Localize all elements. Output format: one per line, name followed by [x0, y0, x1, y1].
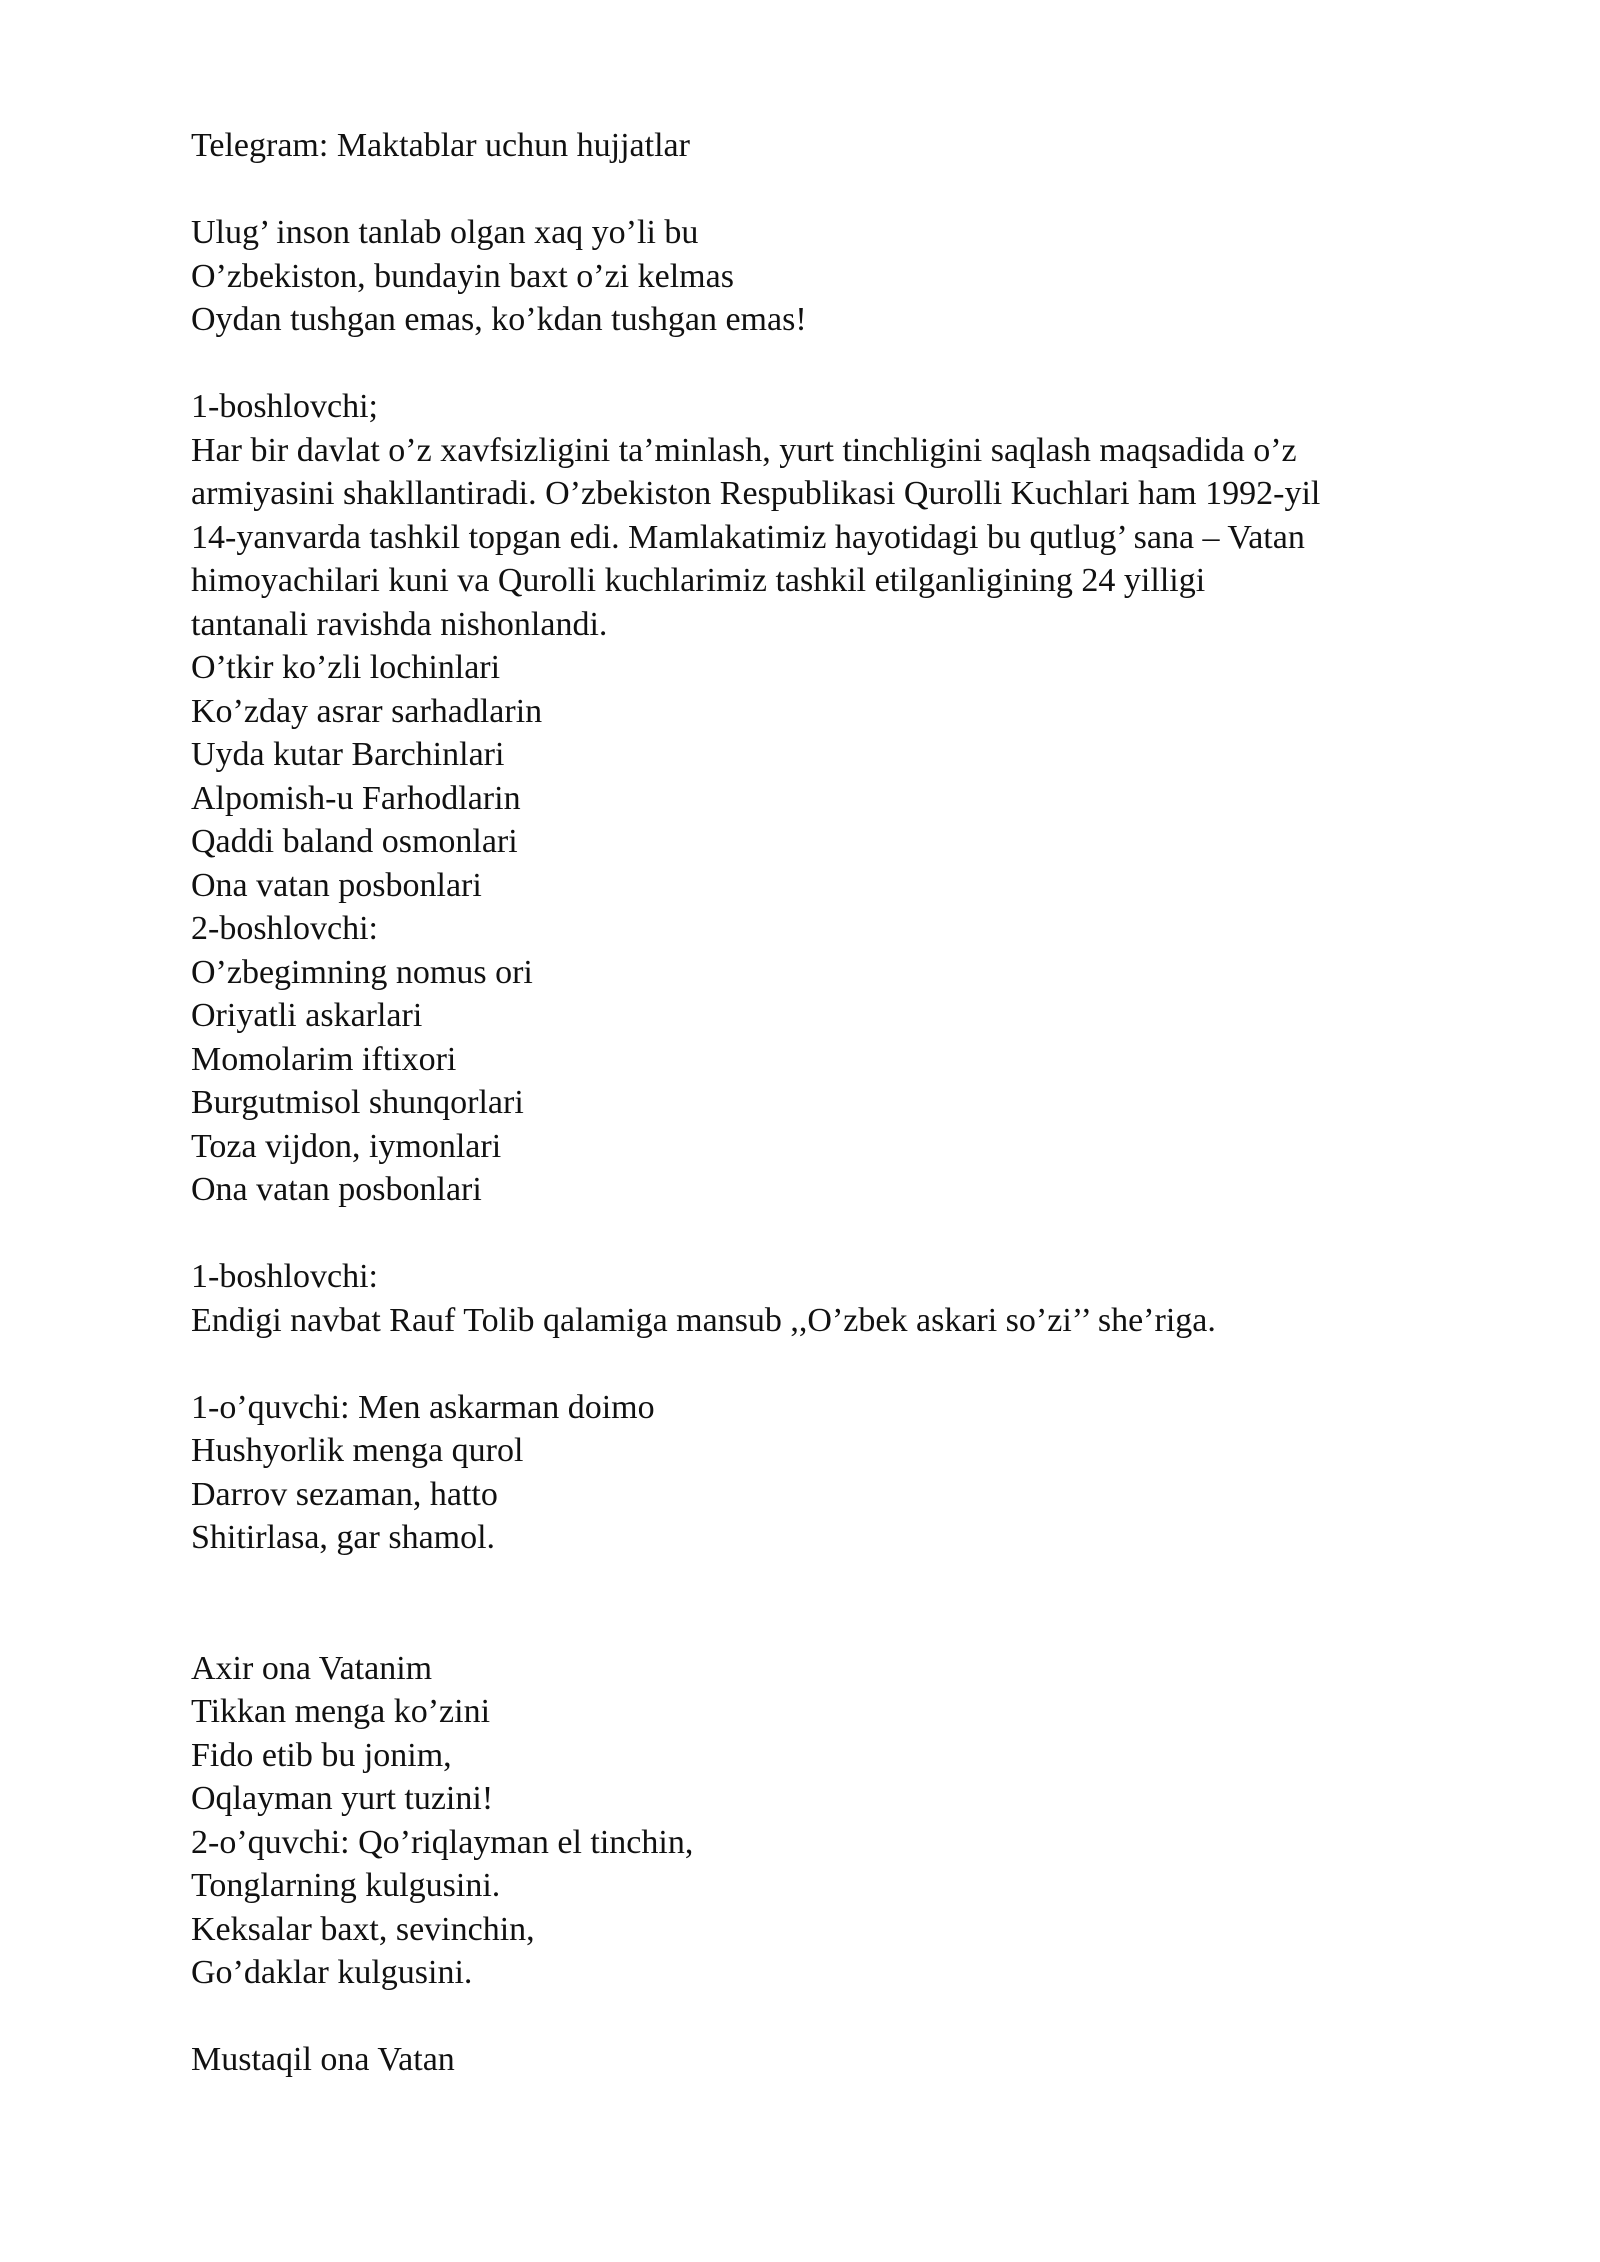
paragraph-line: Har bir davlat o’z xavfsizligini ta’minlash, yurt tinchligini saqlash maqsadida o’z — [191, 431, 1297, 469]
intro-stanza — [191, 211, 1461, 342]
verse-line: Hushyorlik menga qurol — [191, 1432, 524, 1469]
verse-line: Tikkan menga ko’zini — [191, 1693, 491, 1730]
host1-announcement: Endigi navbat Rauf Tolib qalamiga mansub ,,O’zbek askari so’zi’’ she’riga. — [191, 1301, 1216, 1339]
speaker-label-host1: 1-boshlovchi: — [191, 1258, 378, 1295]
verse-line: Oriyatli askarlari — [191, 997, 423, 1034]
paragraph-line: 14-yanvarda tashkil topgan edi. Mamlakatimiz hayotidagi bu qutlug’ sana – Vatan — [191, 518, 1305, 556]
paragraph-line: armiyasini shakllantiradi. O’zbekiston Respublikasi Qurolli Kuchlari ham 1992-yil — [191, 475, 1321, 512]
blank-line — [191, 1212, 1461, 1256]
paragraph-line: tantanali ravishda nishonlandi. — [191, 605, 608, 643]
closing-line: Mustaqil ona Vatan — [191, 2041, 455, 2078]
verse-line: 1-o’quvchi: Men askarman doimo — [191, 1388, 655, 1426]
blank-line — [191, 1603, 1461, 1647]
blank-line — [191, 342, 1461, 386]
blank-line — [191, 168, 1461, 212]
verse-line: Momolarim iftixori — [191, 1040, 457, 1078]
verse-line: Go’daklar kulgusini. — [191, 1954, 473, 1991]
poem-one — [191, 646, 1461, 907]
document-header: Telegram: Maktablar uchun hujjatlar — [191, 127, 690, 164]
blank-line — [191, 1995, 1461, 2039]
verse-line: Ulug’ inson tanlab olgan xaq yo’li bu — [191, 214, 699, 251]
host1-paragraph — [191, 429, 1461, 647]
verse-line: O’zbegimning nomus ori — [191, 953, 533, 991]
verse-line: Oqlayman yurt tuzini! — [191, 1780, 494, 1817]
verse-line: Uyda kutar Barchinlari — [191, 736, 505, 773]
paragraph-line: himoyachilari kuni va Qurolli kuchlarimiz tashkil etilganligining 24 yilligi — [191, 562, 1206, 599]
verse-line: Burgutmisol shunqorlari — [191, 1084, 524, 1121]
speaker-label-host2: 2-boshlovchi: — [191, 910, 378, 947]
blank-line — [191, 1560, 1461, 1604]
verse-line: Qaddi baland osmonlari — [191, 823, 518, 860]
verse-line: Alpomish-u Farhodlarin — [191, 779, 521, 817]
verse-line: Fido etib bu jonim, — [191, 1736, 452, 1774]
verse-line: Toza vijdon, iymonlari — [191, 1127, 502, 1165]
poem-two — [191, 951, 1461, 1212]
verse-line: O’tkir ko’zli lochinlari — [191, 649, 501, 686]
verse-line: O’zbekiston, bundayin baxt o’zi kelmas — [191, 257, 734, 295]
verse-line: 2-o’quvchi: Qo’riqlayman el tinchin, — [191, 1823, 694, 1861]
verse-line: Ona vatan posbonlari — [191, 866, 482, 904]
verse-line: Darrov sezaman, hatto — [191, 1475, 498, 1513]
vatan-stanza — [191, 1647, 1461, 1821]
verse-line: Tonglarning kulgusini. — [191, 1867, 501, 1904]
verse-line: Axir ona Vatanim — [191, 1649, 433, 1687]
reader1-stanza — [191, 1386, 1461, 1560]
blank-line — [191, 1342, 1461, 1386]
verse-line: Ko’zday asrar sarhadlarin — [191, 692, 543, 730]
verse-line: Shitirlasa, gar shamol. — [191, 1519, 496, 1556]
document-body — [191, 124, 1461, 2082]
reader2-stanza — [191, 1821, 1461, 1995]
verse-line: Keksalar baxt, sevinchin, — [191, 1910, 535, 1948]
verse-line: Oydan tushgan emas, ko’kdan tushgan emas! — [191, 301, 807, 338]
verse-line: Ona vatan posbonlari — [191, 1171, 482, 1208]
speaker-label-host1: 1-boshlovchi; — [191, 388, 378, 425]
